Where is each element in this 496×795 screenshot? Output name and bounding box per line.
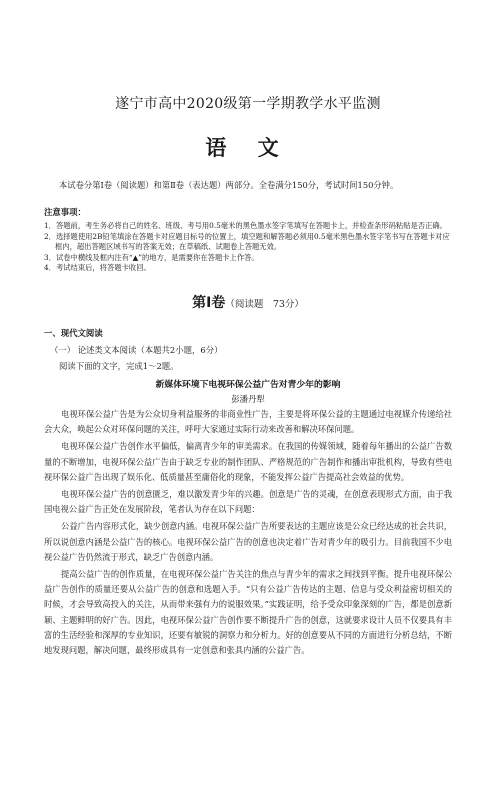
notice-title: 注意事项： [44, 207, 86, 217]
article-title: 新媒体环境下电视环保公益广告对青少年的影响 [155, 379, 341, 390]
exam-intro: 本试卷分第Ⅰ卷（阅读题）和第Ⅱ卷（表达题）两部分。全卷满分150分，考试时间150分钟。 [59, 180, 399, 190]
article-paragraph-1: 电视环保公益广告是为公众切身利益服务的非商业性广告，主要是将环保公益的主题通过电视媒介传递给社会大众，唤起公众对环保问题的关注，呼吁大家通过实际行动来改善和解决环保问题。 [44, 408, 452, 435]
part1-heading [44, 292, 452, 312]
section-title: 一、现代文阅读 [44, 327, 103, 338]
notice-item-3: 3．试卷中横线及框内注有“▲”的地方，是需要你在答题卡上作答。 [44, 252, 259, 262]
article-author: 彭潘丹犁 [231, 393, 265, 404]
reading-instruction: 阅读下面的文字，完成1～2题。 [59, 360, 179, 371]
part1-title: 第Ⅰ卷 [192, 294, 226, 311]
subsection-title: （一） 论述类文本阅读（本题共2小题，6分） [50, 344, 223, 355]
notice-item-4: 4．考试结束后，将答题卡收回。 [44, 263, 151, 273]
article-paragraph-3: 电视环保公益广告的创意匮乏，难以激发青少年的兴趣。创意是广告的灵魂，在创意表现形式方面，由于我国电视公益广告正处在发展阶段，笔者认为存在以下问题： [44, 488, 452, 515]
notice-list [44, 221, 452, 274]
exam-page [0, 93, 496, 795]
notice-item-2: 2．选择题使用2B铅笔填涂在答题卡对应题目标号的位置上，填空题和解答题必须用0.5毫米黑色墨水签字笔书写在答题卡对应框内，超出答题区域书写的答案无效；在草稿纸、试题卷上答题无效。 [44, 231, 450, 252]
part1-subtitle: （阅读题 73分） [225, 298, 304, 310]
exam-title: 遂宁市高中2020级第一学期教学水平监测 [115, 96, 381, 112]
article-paragraph-2: 电视环保公益广告创作水平偏低，偏离青少年的审美需求。在我国的传媒领域，随着每年播出的公益广告数量的不断增加，电视环保公益广告由于缺乏专业的制作团队、严格规范的广告制作和播出审批机构，导致有些电视环保公益广告出现了娱乐化、低质量甚至庸俗化的现象，不能发挥公益广告提高社会效益的优势。 [44, 441, 452, 482]
subject-title: 语 文 [205, 135, 291, 160]
article-paragraph-4: 公益广告内容形式化，缺少创意内涵。电视环保公益广告所要表达的主题应该是公众已经达成的社会共识，所以说创意内涵是公益广告的核心。电视环保公益广告的创意也决定着广告对青少年的吸引力。目前我国不少电视公益广告仍然流于形式，缺乏广告创意内涵。 [44, 521, 452, 562]
article-paragraph-5: 提高公益广告的创作质量，在电视环保公益广告关注的焦点与青少年的需求之间找到平衡。提升电视环保公益广告创作的质量还要从公益广告的创意和选题入手。“只有公益广告传达的主题、信息与受众利益密切相关的时候，才会导致高投入的关注，从而带来强有力的说服效果。”实践证明，给予受众印象深刻的广告，都是创意新颖、主题鲜明的好广告。因此，电视环保公益广告创作要不断提升广告的创意，这就要求设计人员不仅要具有丰富的生活经验和深厚的专业知识，还要有敏锐的洞察力和分析力。好的创意要从不同的方面进行分析总结，不断地发现问题，解决问题，最终形成具有一定创意和张具内涵的公益广告。 [44, 569, 452, 656]
notice-item-1: 1．答题前，考生务必将自己的姓名、班级、考号用0.5毫米的黑色墨水签字笔填写在答题卡上，并检查条形码粘贴是否正确。 [44, 221, 447, 230]
